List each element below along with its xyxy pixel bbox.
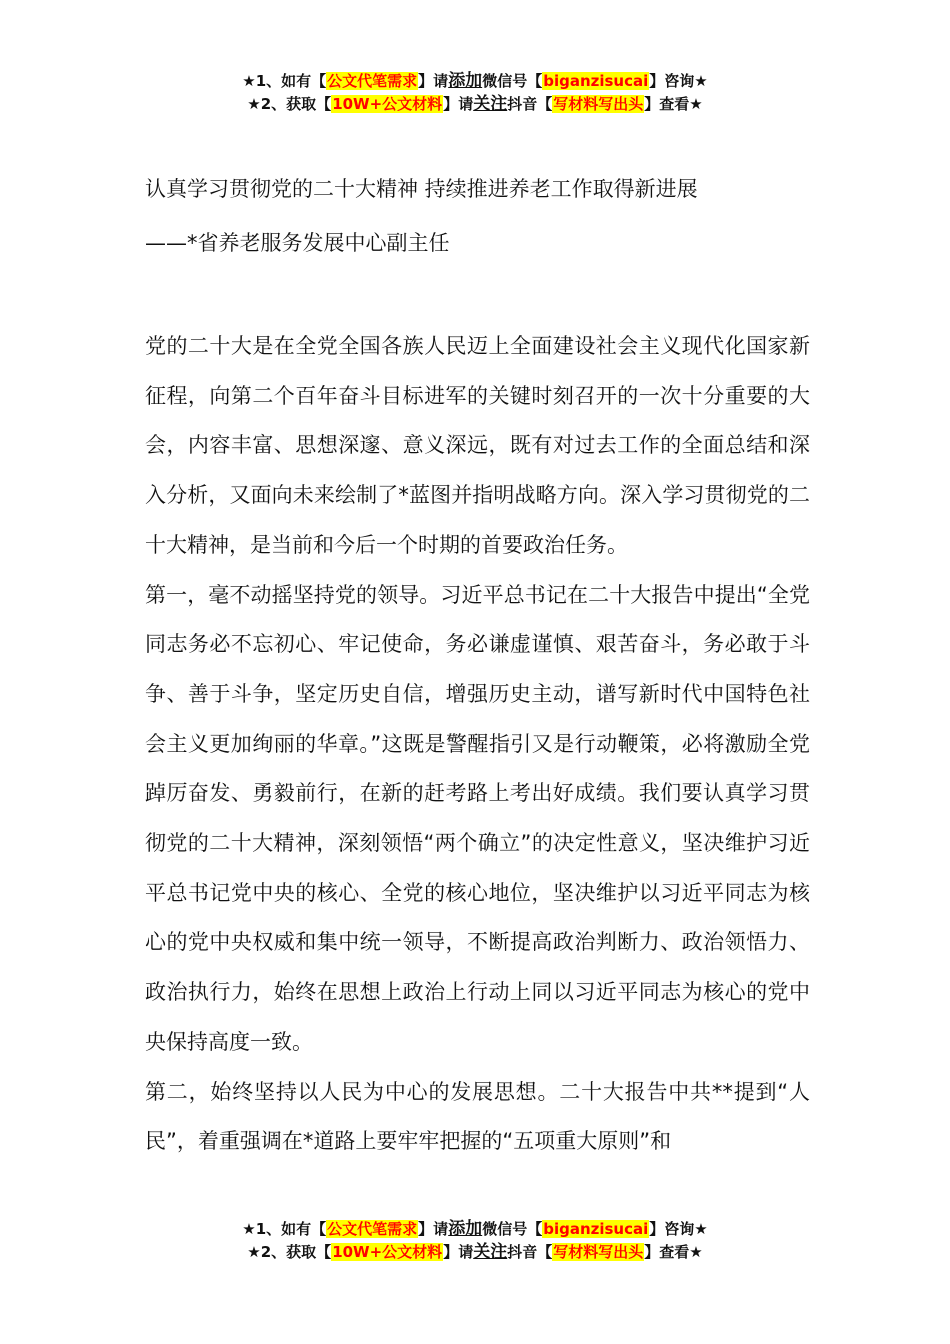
banner-text: 】查看★ (644, 95, 703, 113)
emphasis-add: 添加 (448, 71, 483, 91)
emphasis-add: 添加 (448, 1219, 483, 1239)
emphasis-follow: 关注 (473, 1242, 508, 1262)
banner-text: ★2、获取【 (247, 1243, 332, 1261)
highlight-wechat-id: biganzisucai (543, 1220, 649, 1238)
highlight-materials: 10W+公文材料 (332, 1243, 443, 1261)
highlight-douyin-account: 写材料写出头 (553, 1243, 644, 1261)
banner-text: ★1、如有【 (242, 1220, 327, 1238)
banner-text: 】请 (418, 1220, 449, 1238)
banner-text: ★1、如有【 (242, 72, 327, 90)
highlight-wechat-id: biganzisucai (543, 72, 649, 90)
paragraph-intro: 党的二十大是在全党全国各族人民迈上全面建设社会主义现代化国家新征程，向第二个百年奋斗目标进军的关键时刻召开的一次十分重要的大会，内容丰富、思想深邃、意义深远，既有对过去工作的全面总结和深入分析，又面向未来绘制了*蓝图并指明战略方向。深入学习贯彻党的二十大精神，是当前和今后一个时期的首要政治任务。 (145, 334, 810, 557)
banner-text: 】请 (418, 72, 449, 90)
banner-text: 】请 (443, 95, 474, 113)
banner-line-douyin (0, 93, 950, 116)
highlight-ghostwriting: 公文代笔需求 (327, 72, 418, 90)
paragraph-second: 第二，始终坚持以人民为中心的发展思想。二十大报告中共**提到“人民”，着重强调在*道路上要牢牢把握的“五项重大原则”和 (145, 1079, 810, 1154)
banner-line-wechat (0, 1218, 950, 1241)
document-title: 认真学习贯彻党的二十大精神 持续推进养老工作取得新进展 (145, 177, 698, 201)
banner-text: 微信号【 (482, 72, 543, 90)
paragraph-first: 第一，毫不动摇坚持党的领导。习近平总书记在二十大报告中提出“全党同志务必不忘初心、牢记使命，务必谦虚谨慎、艰苦奋斗，务必敢于斗争、善于斗争，坚定历史自信，增强历史主动，谱写新时代中国特色社会主义更加绚丽的华章。”这既是警醒指引又是行动鞭策，必将激励全党踔厉奋发、勇毅前行，在新的赶考路上考出好成绩。我们要认真学习贯彻党的二十大精神，深刻领悟“两个确立”的决定性意义，坚决维护习近平总书记党中央的核心、全党的核心地位，坚决维护以习近平同志为核心的党中央权威和集中统一领导，不断提高政治判断力、政治领悟力、政治执行力，始终在思想上政治上行动上同以习近平同志为核心的党中央保持高度一致。 (145, 582, 810, 1054)
highlight-ghostwriting: 公文代笔需求 (327, 1220, 418, 1238)
document-heading (145, 176, 810, 256)
header-banner (0, 70, 950, 116)
document-body (145, 322, 810, 1167)
banner-text: 】请 (443, 1243, 474, 1261)
banner-text: 】咨询★ (649, 72, 708, 90)
highlight-materials: 10W+公文材料 (332, 95, 443, 113)
emphasis-follow: 关注 (473, 94, 508, 114)
banner-text: 】查看★ (644, 1243, 703, 1261)
banner-text: 微信号【 (482, 1220, 543, 1238)
banner-text: 抖音【 (507, 1243, 553, 1261)
banner-line-wechat (0, 70, 950, 93)
highlight-douyin-account: 写材料写出头 (553, 95, 644, 113)
banner-text: ★2、获取【 (247, 95, 332, 113)
banner-text: 抖音【 (507, 95, 553, 113)
footer-banner (0, 1218, 950, 1264)
document-subtitle: ——*省养老服务发展中心副主任 (145, 231, 450, 255)
banner-line-douyin (0, 1241, 950, 1264)
banner-text: 】咨询★ (649, 1220, 708, 1238)
